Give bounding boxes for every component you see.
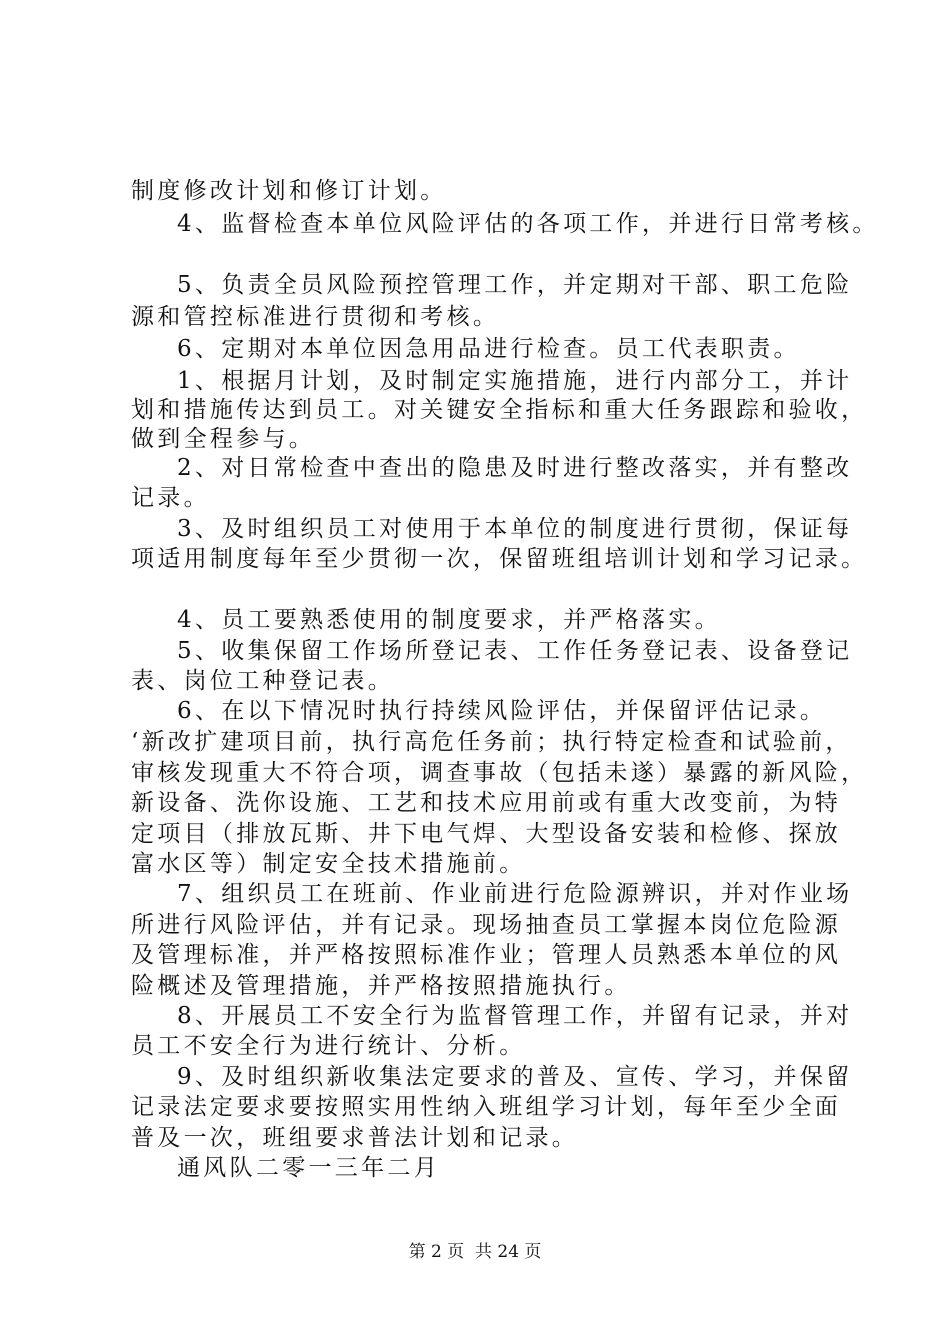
paragraph-line: 6、定期对本单位因急用品进行检查。员工代表职责。 [177,336,800,362]
signature-line: 通风队二零一三年二月 [177,1155,440,1181]
paragraph-line: 审核发现重大不符合项，调查事故（包括未遂）暴露的新风险， [131,760,868,786]
paragraph-line: 员工不安全行为进行统计、分析。 [131,1033,526,1059]
paragraph-line: 4、监督检查本单位风险评估的各项工作，并进行日常考核。 [177,211,879,237]
paragraph-line: 1、根据月计划，及时制定实施措施，进行内部分工，并计 [177,368,853,394]
paragraph-line: 5、负责全员风险预控管理工作，并定期对干部、职工危险 [177,272,853,298]
paragraph-line: 9、及时组织新收集法定要求的普及、宣传、学习，并保留 [177,1064,853,1090]
paragraph-line: 5、收集保留工作场所登记表、工作任务登记表、设备登记 [177,638,853,664]
paragraph-line: 2、对日常检查中查出的隐患及时进行整改落实，并有整改 [177,455,853,481]
paragraph-line: 划和措施传达到员工。对关键安全指标和重大任务跟踪和验收， [131,397,868,423]
paragraph-line: 所进行风险评估，并有记录。现场抽查员工掌握本岗位危险源 [131,912,842,938]
paragraph-line: 定项目（排放瓦斯、井下电气焊、大型设备安装和检修、探放 [131,821,842,847]
paragraph-line: 表、岗位工种登记表。 [131,668,394,694]
page-number-footer: 第 2 页 共 24 页 [408,1242,542,1262]
paragraph-line: 做到全程参与。 [131,426,316,452]
paragraph-line: 6、在以下情况时执行持续风险评估，并保留评估记录。 [177,698,827,724]
paragraph-line: ‘新改扩建项目前，执行高危任务前；执行特定检查和试验前， [131,729,852,755]
paragraph-line: 及管理标准，并严格按照标准作业；管理人员熟悉本单位的风 [131,942,842,968]
paragraph-line: 记录法定要求要按照实用性纳入班组学习计划，每年至少全面 [131,1094,842,1120]
paragraph-line: 4、员工要熟悉使用的制度要求，并严格落实。 [177,607,721,633]
paragraph-line: 3、及时组织员工对使用于本单位的制度进行贯彻，保证每 [177,516,853,542]
paragraph-line: 记录。 [131,485,210,511]
paragraph-line: 新设备、洗你设施、工艺和技术应用前或有重大改变前，为特 [131,790,842,816]
paragraph-line: 项适用制度每年至少贯彻一次，保留班组培训计划和学习记录。 [131,546,868,572]
paragraph-line: 7、组织员工在班前、作业前进行危险源辨识，并对作业场 [177,881,853,907]
paragraph-line: 8、开展员工不安全行为监督管理工作，并留有记录，并对 [177,1003,853,1029]
paragraph-line: 制度修改计划和修订计划。 [131,178,447,204]
paragraph-line: 险概述及管理措施，并严格按照措施执行。 [131,973,631,999]
paragraph-line: 富水区等）制定安全技术措施前。 [131,851,526,877]
paragraph-line: 普及一次，班组要求普法计划和记录。 [131,1125,579,1151]
paragraph-line: 源和管控标准进行贯彻和考核。 [131,304,500,330]
